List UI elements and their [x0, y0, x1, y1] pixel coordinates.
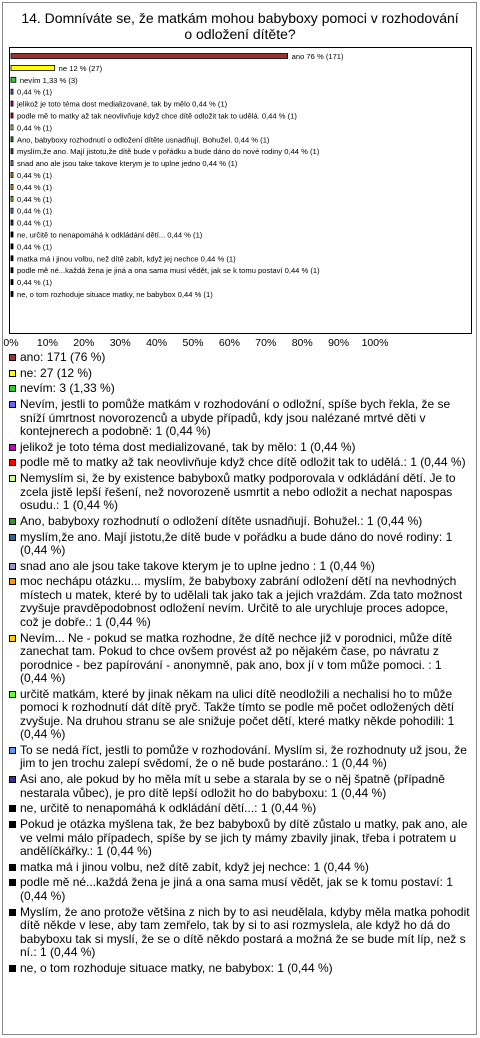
bar-label-6: 0,44 % (1) [17, 123, 53, 133]
legend-swatch [9, 635, 16, 642]
legend-item [8, 744, 470, 771]
bar-label-20: ne, o tom rozhoduje situace matky, ne babybox 0,44 % (1) [17, 290, 213, 299]
legend-label: nevím: 3 (1,33 %) [20, 381, 115, 396]
legend-item [8, 560, 470, 574]
legend-swatch [9, 864, 16, 871]
bar-15 [11, 232, 13, 237]
legend-label: matka má i jinou volbu, než dítě zabít, když jej nechce: 1 (0,44 %) [20, 859, 369, 874]
x-tick-label: 50% [182, 337, 204, 349]
legend-item [8, 472, 470, 513]
bar-label-10: 0,44 % (1) [17, 171, 53, 180]
bar-7 [11, 137, 13, 142]
legend-swatch [9, 459, 16, 466]
legend-label: Nemyslím si, že by existence babyboxů matky podporovala v odkládání dětí. Je to zcela jistě lepší řešení, než novorozeně usmrtit a nebo odložit a nechat napospas osudu.: 1 (0,44 %) [20, 471, 456, 513]
legend-swatch [9, 965, 16, 972]
x-tick-label: 80% [291, 337, 313, 349]
bar-1 [11, 65, 55, 70]
legend-item [8, 802, 470, 816]
legend-swatch [9, 909, 16, 916]
bar-label-0: ano 76 % (171) [291, 52, 344, 61]
bar-label-15: ne, určitě to nenapomáhá k odkládání dětí... 0,44 % (1) [17, 230, 203, 240]
legend-item [8, 515, 470, 529]
legend-swatch [9, 747, 16, 754]
legend-item [8, 818, 470, 859]
legend-label: určitě matkám, které by jinak někam na ulici dítě neodložili a nechalisi ho to může pomoci k rozhodnutí dát dítě pryč. Takže tímto se podle mě počet odložených dětí zvyšuje. Na druhou stranu se ale snižuje počet dětí, které matky někde pohodili: 1 (0,44 %) [20, 686, 455, 742]
bar-18 [11, 268, 13, 273]
bar-chart [0, 0, 480, 352]
bar-label-8: myslím,že ano. Mají jistotu,že dítě bude v pořádku a bude dáno do nové rodiny 0,44 % (1) [17, 147, 320, 157]
bar-label-18: podle mě né...každá žena je jiná a ona sama musí vědět, jak se k tomu postaví 0,44 % (1) [17, 266, 320, 276]
bar-6 [11, 125, 13, 130]
legend-item [8, 575, 470, 629]
bar-12 [11, 196, 13, 201]
legend-label: Myslím, že ano protože většina z nich by to asi neudělala, kdyby měla matka pohodit dítě někde v lese, aby tam zemřelo, tak by si to asi rozmyslela, ale když ho dá do babyboxu tak si myslí, že se o dítě někdo postará a možná že se bude mít líp, než s ní.: 1 (0,44 %) [20, 904, 470, 960]
bar-label-7: Ano, babyboxy rozhodnutí o odložení dítěte usnadňují. Bohužel. 0,44 % (1) [17, 135, 270, 145]
legend-item [8, 456, 470, 470]
legend-label: Nevím... Ne - pokud se matka rozhodne, že dítě nechce již v porodnici, může dítě zanechat tam. Pokud to chce ovšem provést až po nějakém čase, po návratu z porodnice - bez papírování - anonymně, pak ano, box jí v tom může pomoci. : 1 (0,44 %) [20, 630, 453, 686]
bar-11 [11, 184, 13, 189]
legend-item [8, 382, 470, 396]
bar-label-4: jelikož je toto téma dost medializované, tak by mělo 0,44 % (1) [17, 99, 228, 109]
legend-swatch [9, 385, 16, 392]
legend-item [8, 876, 470, 903]
legend-item [8, 906, 470, 960]
legend-item [8, 398, 470, 439]
legend-label: jelikož je toto téma dost medializované, tak by mělo: 1 (0,44 %) [20, 439, 356, 454]
bar-label-5: podle mě to matky až tak neovlivňuje když chce dítě odložit tak to udělá. 0,44 % (1) [17, 111, 297, 121]
x-tick-label: 30% [109, 337, 131, 349]
bar-label-12: 0,44 % (1) [17, 194, 53, 204]
legend-item [8, 351, 470, 365]
legend-label: ano: 171 (76 %) [20, 350, 106, 364]
legend-label: ne, určitě to nenapomáhá k odkládání dětí...: 1 (0,44 %) [20, 801, 317, 816]
bar-20 [11, 292, 13, 297]
legend-swatch [9, 518, 16, 525]
legend-swatch [9, 821, 16, 828]
x-tick-label: 10% [36, 337, 58, 349]
legend-label: snad ano ale jsou take takove kterym je to uplne jedno : 1 (0,44 %) [20, 558, 375, 573]
legend-item [8, 632, 470, 686]
x-tick-label: 60% [218, 337, 240, 349]
x-tick-label: 40% [146, 337, 168, 349]
legend-label: podle mě to matky až tak neovlivňuje když chce dítě odložit tak to udělá.: 1 (0,44 %) [20, 455, 466, 470]
bar-label-13: 0,44 % (1) [17, 206, 53, 216]
legend-item [8, 861, 470, 875]
legend-label: To se nedá říct, jestli to pomůže v rozhodování. Myslím si, že rozhodnuty už jsou, že jim to jen trochu zalepí svědomí, že o ně bude postaráno.: 1 (0,44 %) [20, 742, 467, 771]
bar-10 [11, 173, 13, 178]
bar-13 [11, 208, 13, 213]
legend-swatch [9, 776, 16, 783]
bar-label-19: 0,44 % (1) [17, 278, 53, 288]
legend-item [8, 531, 470, 558]
x-tick-label: 100% [361, 337, 389, 349]
legend-label: ne: 27 (12 %) [20, 365, 93, 380]
bar-label-2: nevím 1,33 % (3) [19, 75, 78, 85]
legend-swatch [9, 563, 16, 570]
legend-swatch [9, 578, 16, 585]
bar-label-16: 0,44 % (1) [17, 242, 53, 252]
bar-label-17: matka má i jinou volbu, než dítě zabít, když jej nechce 0,44 % (1) [17, 254, 236, 264]
bar-label-14: 0,44 % (1) [17, 218, 53, 228]
legend-swatch [9, 444, 16, 451]
legend-item [8, 441, 470, 455]
legend-swatch [9, 879, 16, 886]
bar-label-9: snad ano ale jsou take takove kterym je to uplne jedno 0,44 % (1) [17, 159, 238, 169]
legend-label: Asi ano, ale pokud by ho měla mít u sebe a starala by se o něj špatně (případně nestarala vůbec), je pro dítě lepší odložit ho do babyboxu: 1 (0,44 %) [20, 772, 445, 800]
x-tick-label: 20% [73, 337, 95, 349]
legend-swatch [9, 475, 16, 482]
legend-swatch [9, 401, 16, 408]
bar-16 [11, 244, 13, 249]
legend-item [8, 962, 470, 976]
bar-0 [11, 54, 288, 59]
legend-swatch [9, 354, 16, 361]
bar-5 [11, 113, 13, 118]
legend-item [8, 773, 470, 800]
legend [8, 351, 470, 977]
legend-swatch [9, 534, 16, 541]
legend-label: podle mě né...každá žena je jiná a ona sama musí vědět, jak se k tomu postaví: 1 (0,44 %) [20, 875, 453, 903]
bar-9 [11, 161, 13, 166]
x-tick-label: 70% [255, 337, 277, 349]
chart-title: 14. Domníváte se, že matkám mohou babyboxy pomoci v rozhodování o odložení dítěte? [21, 10, 459, 42]
bar-14 [11, 220, 13, 225]
bar-8 [11, 149, 13, 154]
bar-label-3: 0,44 % (1) [17, 87, 53, 97]
legend-swatch [9, 691, 16, 698]
legend-label: ne, o tom rozhoduje situace matky, ne babybox: 1 (0,44 %) [20, 960, 333, 975]
bar-19 [11, 280, 13, 285]
legend-label: moc nechápu otázku... myslím, že babyboxy zabrání odložení dětí na nevhodných místech u matek, které by to udělali tak jako tak a jejich vraždám. Zda tato možnost zvyšuje pravděpodobnost odložení nevím. Určitě to ale urychluje proces adopce, což je dobře.: 1 (0,44 %) [20, 574, 463, 629]
bar-label-11: 0,44 % (1) [17, 182, 53, 192]
legend-swatch [9, 805, 16, 812]
legend-label: Pokud je otázka myšlena tak, že bez babyboxů by dítě zůstalo u matky, pak ano, ale ve velmi málo případech, spíše by se jich ty mámy zbavily jinak, třeba i potratem u andělíčkářky.: 1 (0,44 %) [20, 817, 468, 858]
legend-label: Ano, babyboxy rozhodnutí o odložení dítěte usnadňují. Bohužel.: 1 (0,44 %) [20, 513, 423, 528]
legend-item [8, 367, 470, 381]
bar-3 [11, 89, 13, 94]
bar-17 [11, 256, 13, 261]
legend-label: myslím,že ano. Mají jistotu,že dítě bude v pořádku a bude dáno do nové rodiny: 1 (0,44 %) [20, 529, 453, 557]
bar-label-1: ne 12 % (27) [58, 63, 103, 73]
bar-2 [11, 77, 16, 82]
bar-4 [11, 101, 13, 106]
x-tick-label: 90% [328, 337, 350, 349]
x-tick-label: 0% [3, 337, 19, 349]
legend-swatch [9, 370, 16, 377]
legend-item [8, 688, 470, 742]
legend-label: Nevím, jestli to pomůže matkám v rozhodování o odložní, spíše bych řekla, že se sníží úmrtnost novorozenců a ubyde případů, kdy jsou nalézané mrtvé děti v kontejnerech a podobně: 1 (0,44 %) [20, 397, 451, 439]
